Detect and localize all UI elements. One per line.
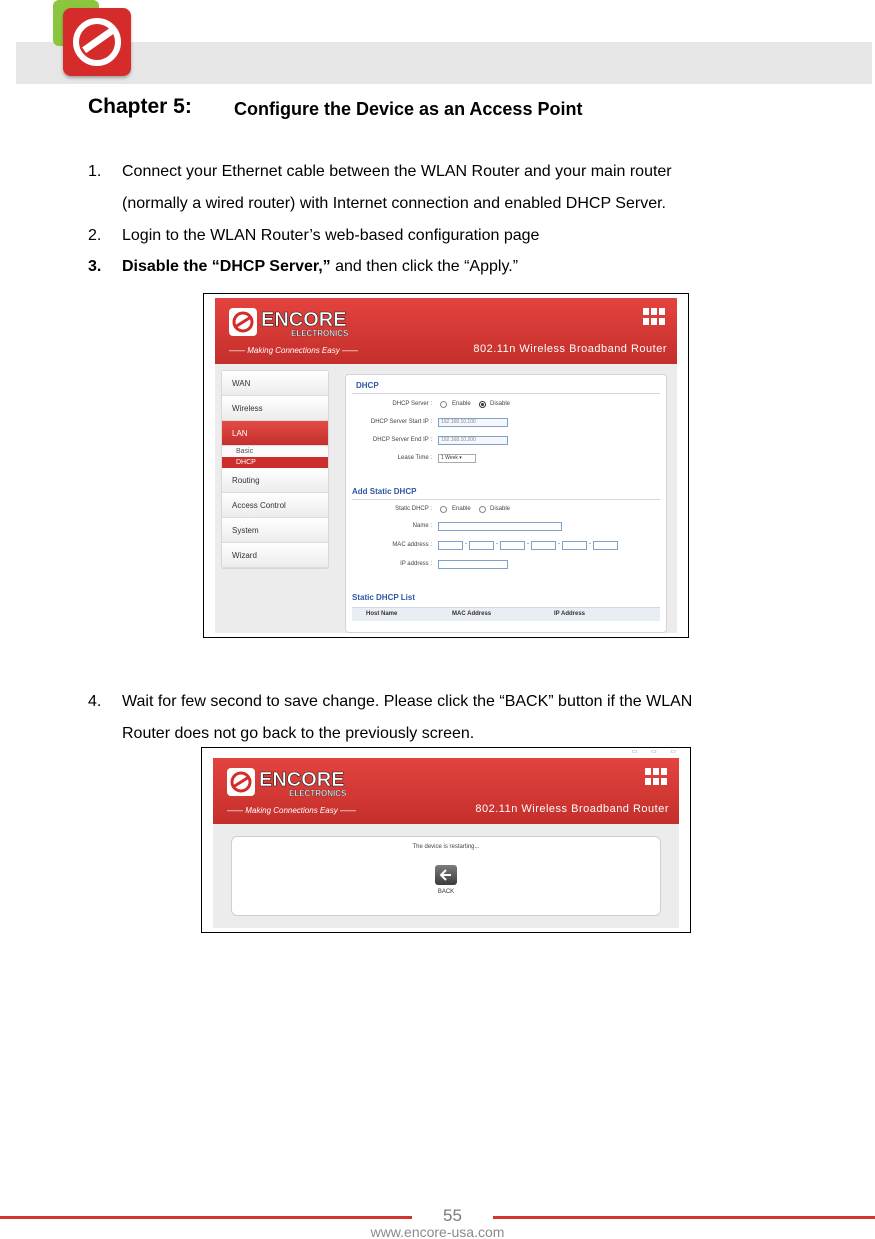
- name-label: Name :: [412, 523, 432, 529]
- footer-line-left: [0, 1216, 412, 1219]
- name-input[interactable]: [438, 522, 562, 531]
- product-name: 802.11n Wireless Broadband Router: [473, 343, 667, 355]
- static-enable-label: Enable: [452, 506, 471, 512]
- footer-url: www.encore-usa.com: [370, 1224, 505, 1239]
- dhcp-end-input[interactable]: 192.168.10.200: [438, 436, 508, 445]
- step-3-bold: Disable the “DHCP Server,”: [122, 258, 331, 275]
- step-text: Wait for few second to save change. Please click the “BACK” button if the WLAN: [122, 693, 693, 710]
- encore-logo-icon: [63, 8, 131, 76]
- static-dhcp-title: Add Static DHCP: [352, 487, 417, 496]
- nav-lan-dhcp[interactable]: DHCP: [222, 457, 328, 468]
- dhcp-server-label: DHCP Server :: [392, 401, 432, 407]
- window-controls-icon: ▭ ▭ ▭: [631, 749, 682, 755]
- step-number: 3.: [88, 258, 102, 275]
- nav-wireless[interactable]: Wireless: [222, 396, 328, 421]
- nav-lan-basic[interactable]: Basic: [236, 448, 254, 455]
- step-text: Connect your Ethernet cable between the WLAN Router and your main router: [122, 163, 672, 180]
- ip-input[interactable]: [438, 560, 508, 569]
- encore-brand-logo-2: [227, 766, 377, 798]
- static-list-header: [352, 607, 660, 621]
- step-text-cont: Router does not go back to the previously screen.: [122, 725, 475, 742]
- router-banner-2: [213, 758, 679, 824]
- chapter-label: Chapter 5:: [88, 95, 192, 118]
- col-ip-address: IP Address: [554, 611, 586, 617]
- tagline-2: —— Making Connections Easy ——: [227, 806, 356, 815]
- back-button[interactable]: [435, 865, 457, 885]
- router-sidebar: [221, 370, 329, 569]
- dhcp-screenshot: [203, 293, 689, 638]
- mac-input-1[interactable]: [438, 541, 463, 550]
- footer-line-right: [493, 1216, 875, 1219]
- brand-sub-2: ELECTRONICS: [289, 789, 347, 798]
- chapter-title: Configure the Device as an Access Point: [234, 99, 583, 119]
- back-arrow-icon: [439, 868, 453, 882]
- tagline: —— Making Connections Easy ——: [229, 346, 358, 355]
- router-banner: [215, 298, 677, 364]
- back-label: BACK: [437, 889, 455, 895]
- restart-screenshot: [201, 747, 691, 933]
- step-number: 1.: [88, 163, 102, 180]
- dhcp-end-label: DHCP Server End IP :: [372, 437, 432, 443]
- header-band: [16, 42, 872, 84]
- restart-message: The device is restarting...: [412, 844, 480, 850]
- lease-time-label: Lease Time :: [397, 455, 432, 461]
- product-name-2: 802.11n Wireless Broadband Router: [475, 803, 669, 815]
- static-enable-radio[interactable]: [440, 506, 447, 513]
- step-text: Login to the WLAN Router’s web-based configuration page: [122, 227, 540, 244]
- dhcp-enable-radio[interactable]: [440, 401, 447, 408]
- mac-input-3[interactable]: [500, 541, 525, 550]
- dhcp-panel: DHCP DHCP Server : Enable Disable DHCP Server Start IP : 192.168.10.100 DHCP Server End IP : 192.168.10.200 Lease Time : 1 Week ▾ Add Static DHCP Static DHCP : Enable Disable Name : MAC address : - - - - - IP address : Static DHCP List Host Name MAC Address IP Address: [345, 374, 667, 633]
- mac-label: MAC address :: [392, 542, 432, 548]
- grid-icon-2: [645, 768, 667, 786]
- page-number: 55: [443, 1206, 462, 1225]
- nav-wizard[interactable]: Wizard: [222, 543, 328, 568]
- static-list-title: Static DHCP List: [352, 593, 415, 602]
- encore-brand-logo: [229, 306, 379, 338]
- mac-input-6[interactable]: [593, 541, 618, 550]
- static-dhcp-label: Static DHCP :: [395, 506, 432, 512]
- step-text: [122, 258, 518, 275]
- dhcp-title: DHCP: [356, 381, 379, 390]
- brand-name: ENCORE: [261, 309, 347, 331]
- mac-input-5[interactable]: [562, 541, 587, 550]
- dhcp-enable-label: Enable: [452, 401, 471, 407]
- static-disable-label: Disable: [490, 506, 511, 512]
- grid-icon: [643, 308, 665, 326]
- step-text-cont: (normally a wired router) with Internet connection and enabled DHCP Server.: [122, 195, 666, 212]
- brand-name-2: ENCORE: [259, 769, 345, 791]
- brand-sub: ELECTRONICS: [291, 329, 349, 338]
- nav-access-control[interactable]: Access Control: [222, 493, 328, 518]
- nav-lan[interactable]: LAN: [222, 421, 328, 446]
- nav-routing[interactable]: Routing: [222, 468, 328, 493]
- nav-system[interactable]: System: [222, 518, 328, 543]
- static-disable-radio[interactable]: [479, 506, 486, 513]
- lease-time-select[interactable]: 1 Week ▾: [438, 454, 476, 463]
- step-number: 2.: [88, 227, 102, 244]
- step-number: 4.: [88, 693, 102, 710]
- col-mac-address: MAC Address: [452, 611, 492, 617]
- dhcp-start-input[interactable]: 192.168.10.100: [438, 418, 508, 427]
- mac-input-4[interactable]: [531, 541, 556, 550]
- nav-wan[interactable]: WAN: [222, 371, 328, 396]
- col-host-name: Host Name: [366, 611, 398, 617]
- mac-input-2[interactable]: [469, 541, 494, 550]
- ip-label: IP address :: [400, 561, 432, 567]
- dhcp-disable-label: Disable: [490, 401, 511, 407]
- dhcp-start-label: DHCP Server Start IP :: [370, 419, 432, 425]
- step-3-rest: and then click the “Apply.”: [330, 258, 519, 275]
- restart-dialog: [231, 836, 661, 916]
- dhcp-disable-radio[interactable]: [479, 401, 486, 408]
